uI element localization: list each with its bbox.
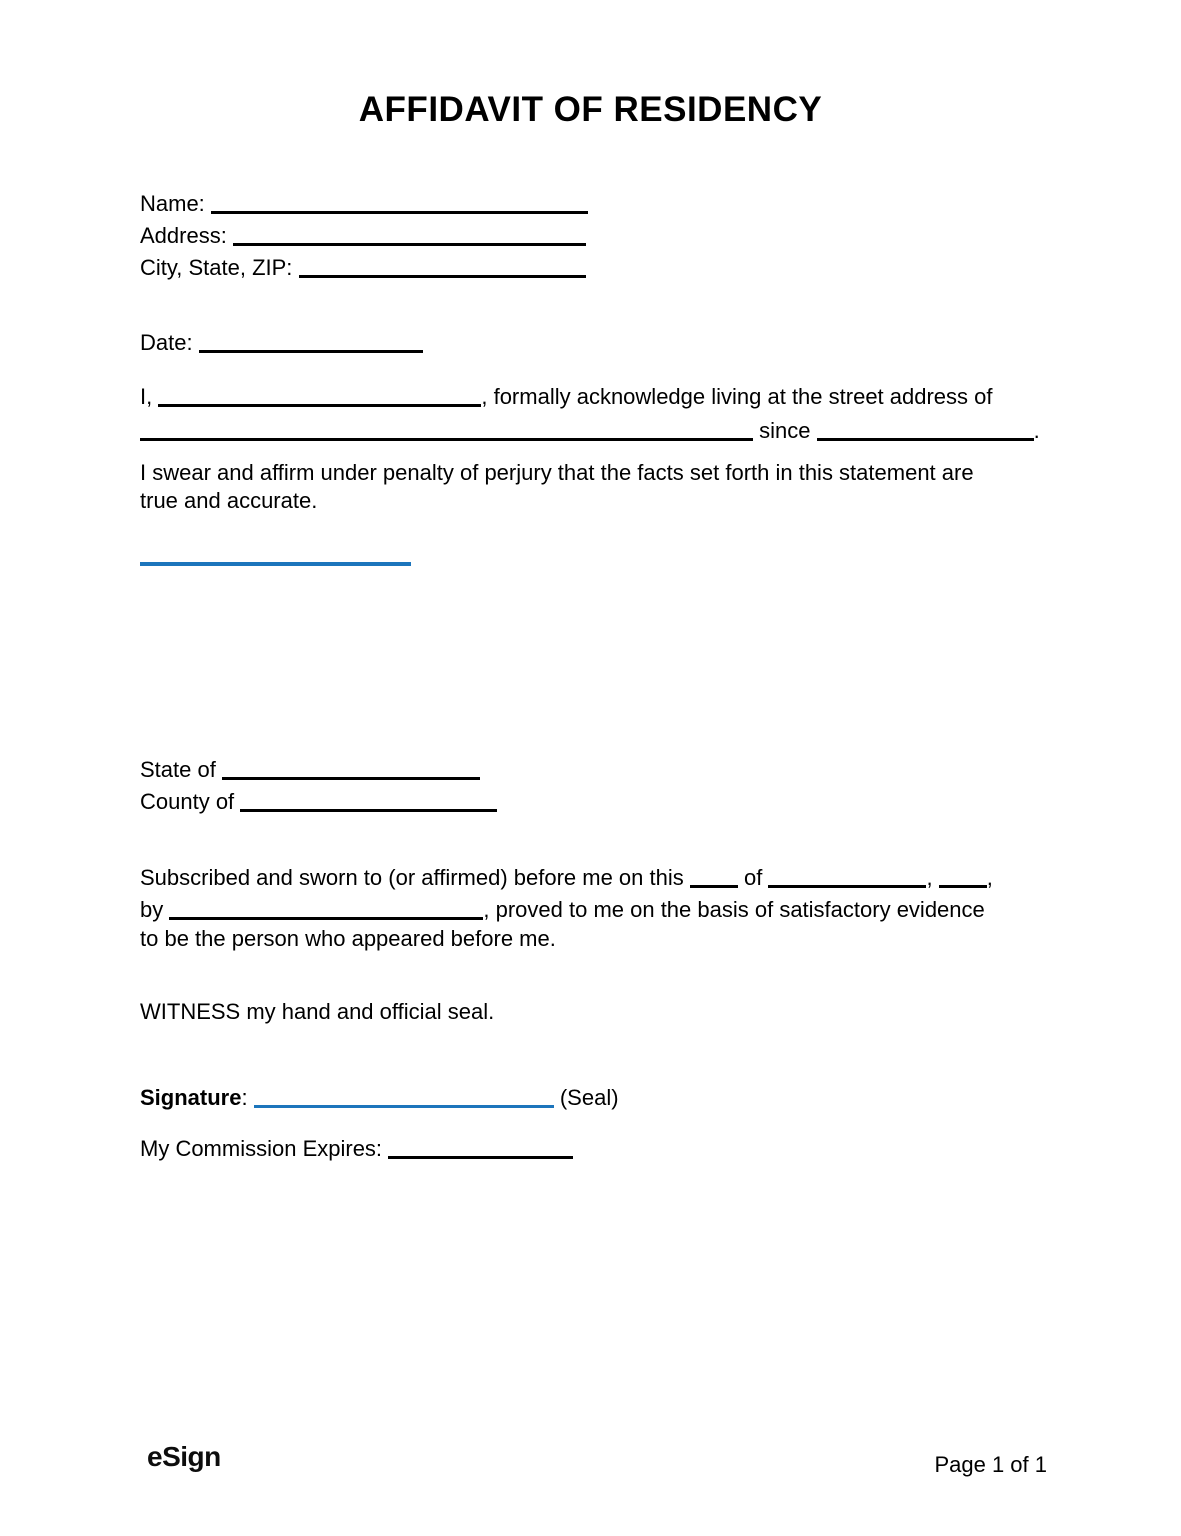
- sworn-statement-paragraph: [140, 860, 993, 953]
- sworn-line-1-text: Subscribed and sworn to (or affirmed) before me on this: [140, 865, 684, 890]
- state-label: State of: [140, 757, 216, 782]
- sworn-comma-2: ,: [986, 865, 993, 890]
- document-title: AFFIDAVIT OF RESIDENCY: [358, 90, 823, 129]
- name-row: [140, 186, 588, 218]
- acknowledgment-line-2: [140, 413, 1040, 447]
- date-block: [140, 325, 423, 357]
- county-label: County of: [140, 789, 235, 814]
- sworn-line-3: to be the person who appeared before me.: [140, 926, 556, 951]
- sworn-by-word: by: [140, 897, 164, 922]
- page-indicator: Page 1 of 1: [934, 1452, 1047, 1477]
- oath-line-2: true and accurate.: [140, 488, 318, 513]
- name-field-line: [211, 189, 588, 214]
- seal-label: (Seal): [559, 1085, 619, 1110]
- date-row: [140, 325, 423, 357]
- since-date-field-line: [817, 416, 1034, 441]
- city-state-zip-row: [140, 250, 588, 282]
- notary-signature-field[interactable]: [254, 1083, 554, 1108]
- acknowledgment-paragraph: [140, 379, 1040, 447]
- commission-block: [140, 1131, 573, 1163]
- address-label: Address:: [140, 223, 227, 248]
- acknowledgment-line-1: [140, 379, 1040, 413]
- sworn-of-word: of: [744, 865, 763, 890]
- identity-block: [140, 186, 588, 282]
- signature-separator: :: [241, 1085, 248, 1110]
- month-field-line: [768, 863, 926, 888]
- esign-logo: eSign: [147, 1441, 221, 1472]
- sworn-comma-1: ,: [926, 865, 933, 890]
- sworn-line-2-text: , proved to me on the basis of satisfactory evidence: [483, 897, 985, 922]
- oath-line-1: I swear and affirm under penalty of perjury that the facts set forth in this statement are: [140, 460, 974, 485]
- since-word: since: [759, 418, 811, 443]
- county-field-line: [240, 787, 497, 812]
- notary-signature-block: [140, 1080, 619, 1112]
- year-field-line: [939, 863, 987, 888]
- witness-statement: WITNESS my hand and official seal.: [140, 999, 495, 1024]
- sworn-line-2: [140, 892, 993, 924]
- affiant-name-field-line: [158, 382, 481, 407]
- notary-signature-row: [140, 1080, 619, 1112]
- commission-label: My Commission Expires:: [140, 1136, 383, 1161]
- affiant-signature-field[interactable]: [140, 562, 411, 566]
- appearer-name-field-line: [169, 895, 483, 920]
- notary-venue-block: [140, 752, 497, 816]
- acknowledgment-terminator: .: [1033, 418, 1040, 443]
- day-field-line: [690, 863, 738, 888]
- sworn-line-1: [140, 860, 993, 892]
- address-field-line: [233, 221, 586, 246]
- state-field-line: [222, 755, 480, 780]
- date-label: Date:: [140, 330, 193, 355]
- city-state-zip-field-line: [299, 253, 586, 278]
- signature-label: Signature: [140, 1085, 242, 1110]
- county-row: [140, 784, 497, 816]
- commission-row: [140, 1131, 573, 1163]
- date-field-line: [199, 328, 423, 353]
- address-row: [140, 218, 588, 250]
- commission-expiry-field-line: [388, 1134, 573, 1159]
- city-state-zip-label: City, State, ZIP:: [140, 255, 293, 280]
- name-label: Name:: [140, 191, 205, 216]
- state-row: [140, 752, 497, 784]
- acknowledgment-intro: I,: [140, 384, 153, 409]
- acknowledgment-after-name: , formally acknowledge living at the street address of: [481, 384, 993, 409]
- oath-paragraph: [140, 459, 974, 515]
- street-address-field-line: [140, 416, 753, 441]
